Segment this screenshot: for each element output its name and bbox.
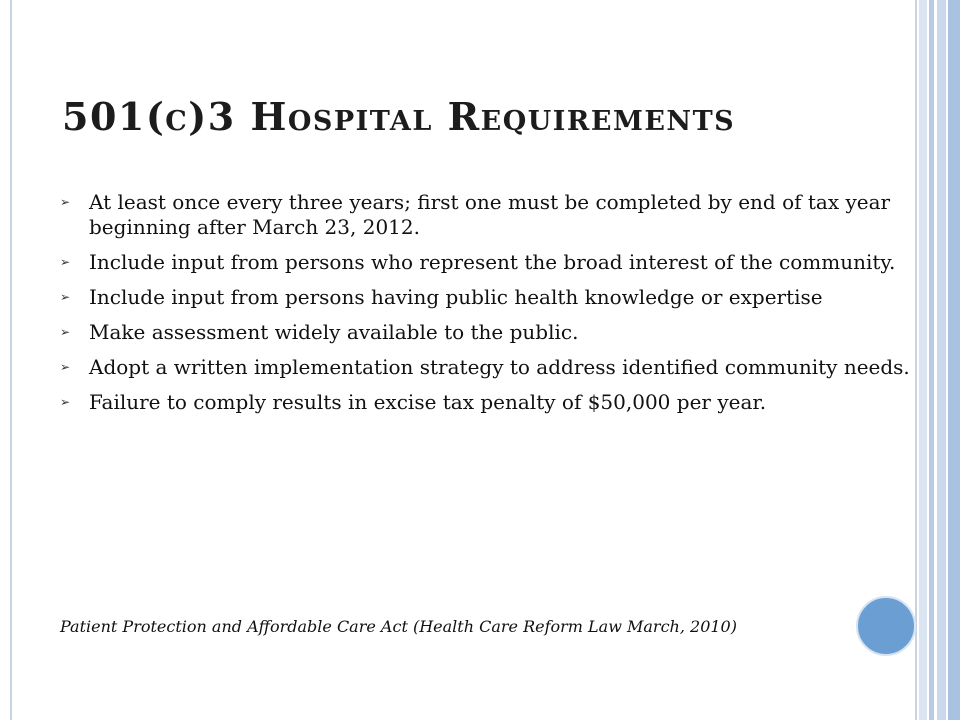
bullet-text: Make assessment widely available to the public. [89,320,579,344]
bullet-text: Include input from persons who represent the broad interest of the community. [89,250,896,274]
arrowhead-icon: ➢ [60,325,71,339]
bullet-text: At least once every three years; first one must be completed by end of tax year beginning after March 23, 2012. [89,190,891,239]
bullet-item [60,250,910,275]
side-stripe [919,0,927,720]
slide-title: 501(c)3 Hospital Requirements [62,94,736,139]
bullet-text: Failure to comply results in excise tax penalty of $50,000 per year. [89,390,767,414]
arrowhead-icon: ➢ [60,360,71,374]
bullet-text: Include input from persons having public health knowledge or expertise [89,285,823,309]
arrowhead-icon: ➢ [60,395,71,409]
bullet-item [60,355,910,380]
bullet-item [60,285,910,310]
side-stripe [948,0,960,720]
bullet-text: Adopt a written implementation strategy to address identified community needs. [89,355,910,379]
decorative-circle [856,596,916,656]
side-stripe [937,0,946,720]
bullet-item [60,390,910,415]
side-stripes [917,0,960,720]
footnote-citation: Patient Protection and Affordable Care Act (Health Care Reform Law March, 2010) [60,617,737,636]
bullet-list [60,190,910,425]
side-stripe [929,0,934,720]
arrowhead-icon: ➢ [60,290,71,304]
arrowhead-icon: ➢ [60,195,71,209]
bullet-item [60,190,910,240]
arrowhead-icon: ➢ [60,255,71,269]
bullet-item [60,320,910,345]
